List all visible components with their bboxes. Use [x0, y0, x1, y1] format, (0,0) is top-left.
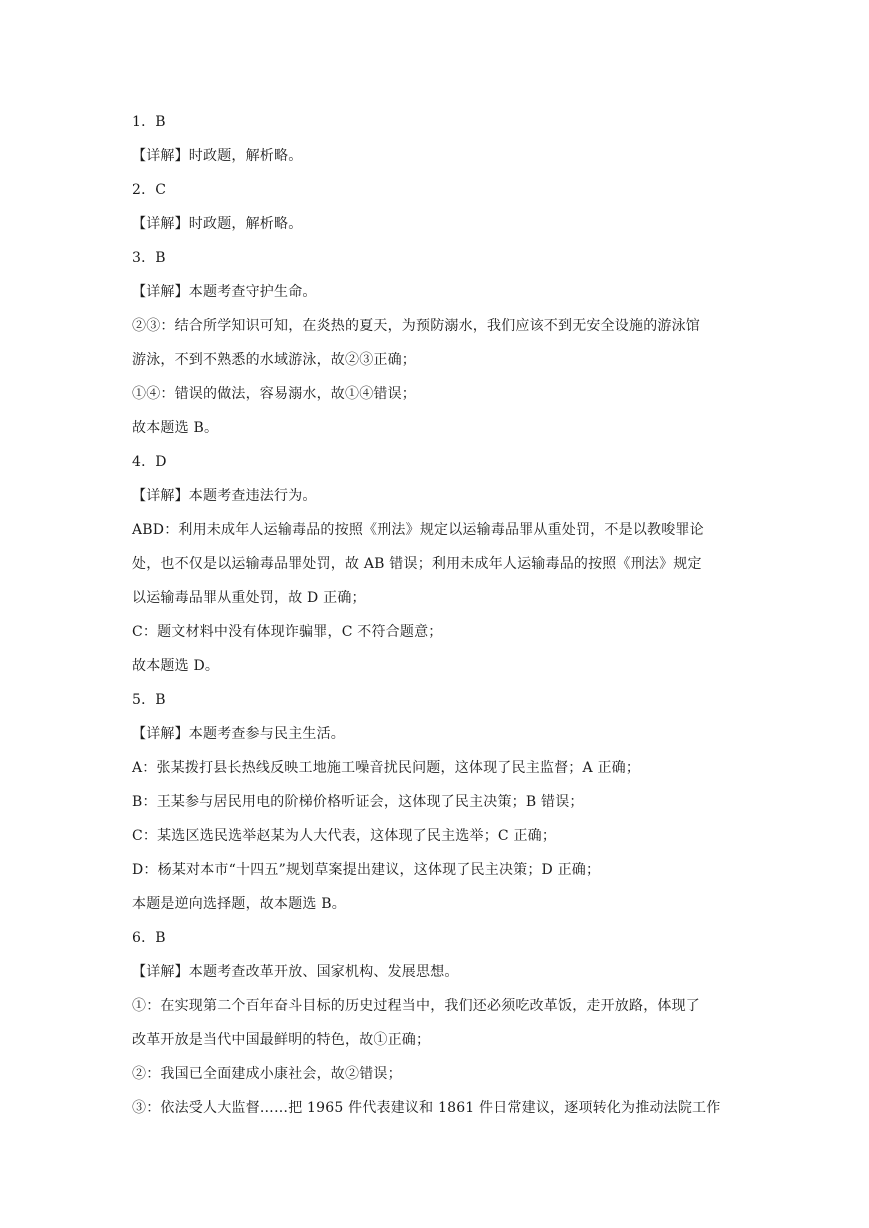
explanation-4: 【详解】本题考查违法行为。: [132, 488, 317, 504]
explanation-5-line: A：张某拨打县长热线反映工地施工噪音扰民问题，这体现了民主监督；A 正确；: [132, 760, 641, 776]
explanation-3-line: ①④：错误的做法，容易溺水，故①④错误；: [132, 386, 416, 402]
explanation-3-line: ②③：结合所学知识可知，在炎热的夏天，为预防溺水，我们应该不到无安全设施的游泳馆: [132, 318, 700, 334]
explanation-6-line: 改革开放是当代中国最鲜明的特色，故①正确；: [132, 1032, 431, 1048]
explanation-4-line: C：题文材料中没有体现诈骗罪，C 不符合题意；: [132, 624, 443, 640]
explanation-6-line: ②：我国已全面建成小康社会，故②错误；: [132, 1066, 402, 1082]
explanation-5-line: C：某选区选民选举赵某为人大代表，这体现了民主选举；C 正确；: [132, 828, 557, 844]
explanation-3: 【详解】本题考查守护生命。: [132, 284, 317, 300]
explanation-1: 【详解】时政题，解析略。: [132, 148, 303, 164]
answer-2: 2．C: [132, 182, 167, 198]
explanation-5: 【详解】本题考查参与民主生活。: [132, 726, 345, 742]
answer-4: 4．D: [132, 454, 167, 470]
explanation-3-line: 游泳，不到不熟悉的水域游泳，故②③正确；: [132, 352, 416, 368]
explanation-3-conclusion: 故本题选 B。: [132, 420, 219, 436]
explanation-6-line: ①：在实现第二个百年奋斗目标的历史过程当中，我们还必须吃改革饭，走开放路，体现了: [132, 998, 700, 1014]
explanation-5-line: B：王某参与居民用电的阶梯价格听证会，这体现了民主决策；B 错误；: [132, 794, 584, 810]
explanation-5-line: D：杨某对本市“十四五”规划草案提出建议，这体现了民主决策；D 正确；: [132, 862, 601, 878]
explanation-6: 【详解】本题考查改革开放、国家机构、发展思想。: [132, 964, 459, 980]
answer-3: 3．B: [132, 250, 166, 266]
explanation-2: 【详解】时政题，解析略。: [132, 216, 303, 232]
explanation-4-line: 处，也不仅是以运输毒品罪处罚，故 AB 错误；利用未成年人运输毒品的按照《刑法》规定: [132, 556, 702, 572]
explanation-5-conclusion: 本题是逆向选择题，故本题选 B。: [132, 896, 346, 912]
answer-1: 1．B: [132, 114, 166, 130]
explanation-4-line: 以运输毒品罪从重处罚，故 D 正确；: [132, 590, 366, 606]
explanation-4-line: ABD：利用未成年人运输毒品的按照《刑法》规定以运输毒品罪从重处罚，不是以教唆罪论: [132, 522, 704, 538]
answer-6: 6．B: [132, 930, 166, 946]
explanation-6-line: ③：依法受人大监督……把 1965 件代表建议和 1861 件日常建议，逐项转化为推动法院工作: [132, 1100, 721, 1116]
answer-5: 5．B: [132, 692, 166, 708]
explanation-4-conclusion: 故本题选 D。: [132, 658, 220, 674]
